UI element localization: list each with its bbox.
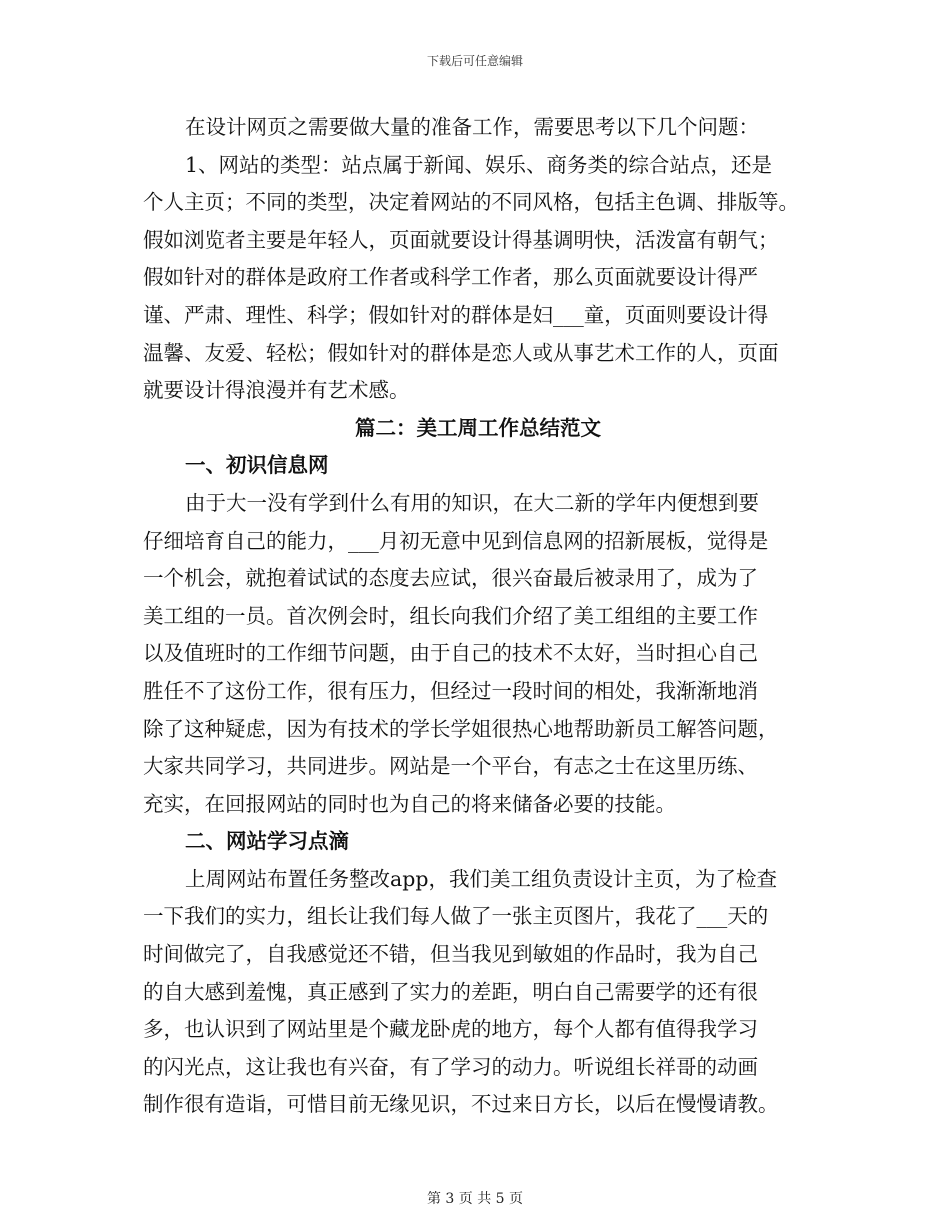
text-line: 除了这种疑虑，因为有技术的学长学姐很热心地帮助新员工解答问题， [143,716,779,741]
text-line: 一个机会，就抱着试试的态度去应试，很兴奋最后被录用了，成为了 [143,566,758,591]
text-line: 温馨、友爱、轻松；假如针对的群体是恋人或从事艺术工作的人，页面 [143,340,779,365]
text-line: 充实，在回报网站的同时也为自己的将来储备必要的技能。 [143,791,676,816]
document-body [143,109,813,1124]
text-line: 上周网站布置任务整改app，我们美工组负责设计主页，为了检查 [185,866,777,891]
page-header: 下载后可任意编辑 [426,54,523,68]
text-line: 个人主页；不同的类型，决定着网站的不同风格，包括主色调、排版等。 [143,190,799,215]
text-line: 以及值班时的工作细节问题，由于自己的技术不太好，当时担心自己 [143,641,758,666]
text-line: 时间做完了，自我感觉还不错，但当我见到敏姐的作品时，我为自己 [143,942,758,967]
section-heading: 一、初识信息网 [185,453,329,478]
text-line: 假如针对的群体是政府工作者或科学工作者，那么页面就要设计得严 [143,265,758,290]
text-line: 假如浏览者主要是年轻人，页面就要设计得基调明快，活泼富有朝气； [143,227,779,252]
section-title: 篇二：美工周工作总结范文 [355,415,601,440]
text-line: 多，也认识到了网站里是个藏龙卧虎的地方，每个人都有值得我学习 [143,1017,758,1042]
text-line: 大家共同学习，共同进步。网站是一个平台，有志之士在这里历练、 [143,754,758,779]
text-line: 制作很有造诣，可惜目前无缘见识，不过来日方长，以后在慢慢请教。 [143,1092,779,1117]
page-footer: 第 3 页 共 5 页 [426,1191,524,1207]
text-line: 1、网站的类型：站点属于新闻、娱乐、商务类的综合站点，还是 [185,152,773,177]
text-line: 的自大感到羞愧，真正感到了实力的差距，明白自己需要学的还有很 [143,979,758,1004]
section-heading: 二、网站学习点滴 [185,829,349,854]
text-line: 就要设计得浪漫并有艺术感。 [143,378,410,403]
text-line: 一下我们的实力，组长让我们每人做了一张主页图片，我花了___天的 [143,904,769,929]
text-line: 由于大一没有学到什么有用的知识，在大二新的学年内便想到要 [185,490,759,515]
text-line: 谨、严肃、理性、科学；假如针对的群体是妇___童，页面则要设计得 [143,302,769,327]
text-line: 仔细培育自己的能力，___月初无意中见到信息网的招新展板，觉得是 [143,528,769,553]
text-line: 的闪光点，这让我也有兴奋，有了学习的动力。听说组长祥哥的动画 [143,1054,758,1079]
text-line: 胜任不了这份工作，很有压力，但经过一段时间的相处，我渐渐地消 [143,678,758,703]
text-line: 美工组的一员。首次例会时，组长向我们介绍了美工组组的主要工作 [143,603,758,628]
text-line: 在设计网页之需要做大量的准备工作，需要思考以下几个问题： [185,115,759,139]
